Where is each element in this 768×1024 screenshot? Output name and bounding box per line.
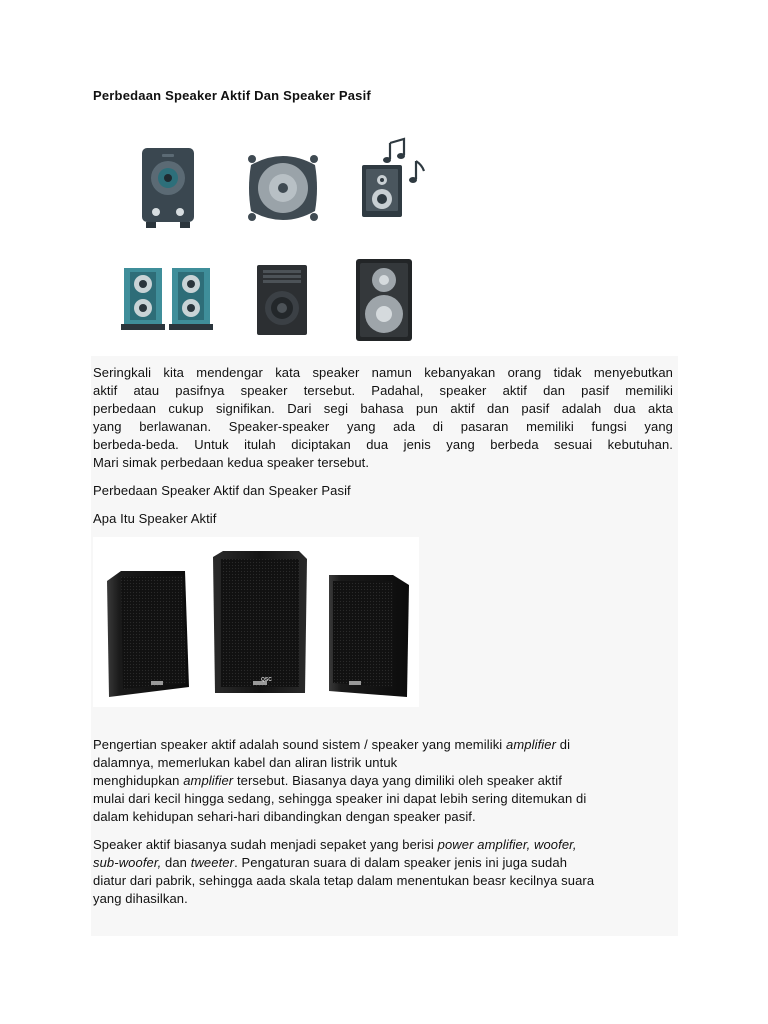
text-line: mulai dari kecil hingga sedang, sehingga speaker ini dapat lebih sering ditemukan di (93, 791, 587, 806)
definition-paragraph (93, 736, 673, 826)
text-line: dalam kehidupan sehari-hari dibandingkan dengan speaker pasif. (93, 809, 476, 824)
text-line: Mari simak perbedaan kedua speaker tersebut. (93, 455, 370, 470)
text-span: Speaker aktif biasanya sudah menjadi sepaket yang berisi (93, 837, 438, 852)
text-line: yang berlawanan. Speaker-speaker yang ada di pasaran memiliki fungsi yang (93, 419, 673, 434)
section-heading: Perbedaan Speaker Aktif dan Speaker Pasif (93, 483, 351, 498)
emphasis-text: tweeter (190, 855, 235, 870)
text-line: perbedaan cukup signifikan. Dari segi bahasa pun aktif dan pasif adalah dua akta (93, 401, 673, 416)
text-line: Seringkali kita mendengar kata speaker namun kebanyakan orang tidak menyebutkan (93, 365, 673, 380)
emphasis-text: power amplifier, woofer, (437, 837, 577, 852)
two-way-speaker-icon (355, 258, 413, 342)
photo-brand-label: QSC (261, 677, 272, 683)
emphasis-text: sub-woofer, (93, 855, 162, 870)
text-span: tersebut. Biasanya daya yang dimiliki oleh speaker aktif (233, 773, 562, 788)
speaker-icon-grid (0, 0, 768, 360)
text-span: . Pengaturan suara di dalam speaker jenis ini juga sudah (234, 855, 568, 870)
speaker-driver-icon (243, 151, 323, 225)
intro-paragraph (93, 364, 673, 472)
subsection-heading: Apa Itu Speaker Aktif (93, 511, 217, 526)
active-speakers-photo (93, 537, 419, 707)
text-span: menghidupkan (93, 773, 184, 788)
text-line: dalamnya, memerlukan kabel dan aliran listrik untuk (93, 755, 398, 770)
tower-speaker-icon (140, 146, 196, 230)
text-span: Pengertian speaker aktif adalah sound sistem / speaker yang memiliki (93, 737, 506, 752)
text-line: aktif atau pasifnya speaker tersebut. Padahal, speaker aktif dan pasif memiliki (93, 383, 673, 398)
components-paragraph (93, 836, 673, 908)
text-span: di (556, 737, 571, 752)
emphasis-text: amplifier (183, 773, 234, 788)
text-span: dan (161, 855, 191, 870)
page-title: Perbedaan Speaker Aktif Dan Speaker Pasif (93, 88, 371, 103)
emphasis-text: amplifier (506, 737, 557, 752)
text-line: yang dihasilkan. (93, 891, 188, 906)
text-line: berbeda-beda. Untuk itulah diciptakan dua jenis yang berbeda sesuai kebutuhan. (93, 437, 673, 452)
speaker-music-notes-icon (360, 137, 428, 221)
speaker-pair-icon (120, 266, 216, 332)
grille-speaker-icon (256, 264, 308, 336)
text-line: diatur dari pabrik, sehingga aada skala tetap dalam menentukan beasr kecilnya suara (93, 873, 595, 888)
